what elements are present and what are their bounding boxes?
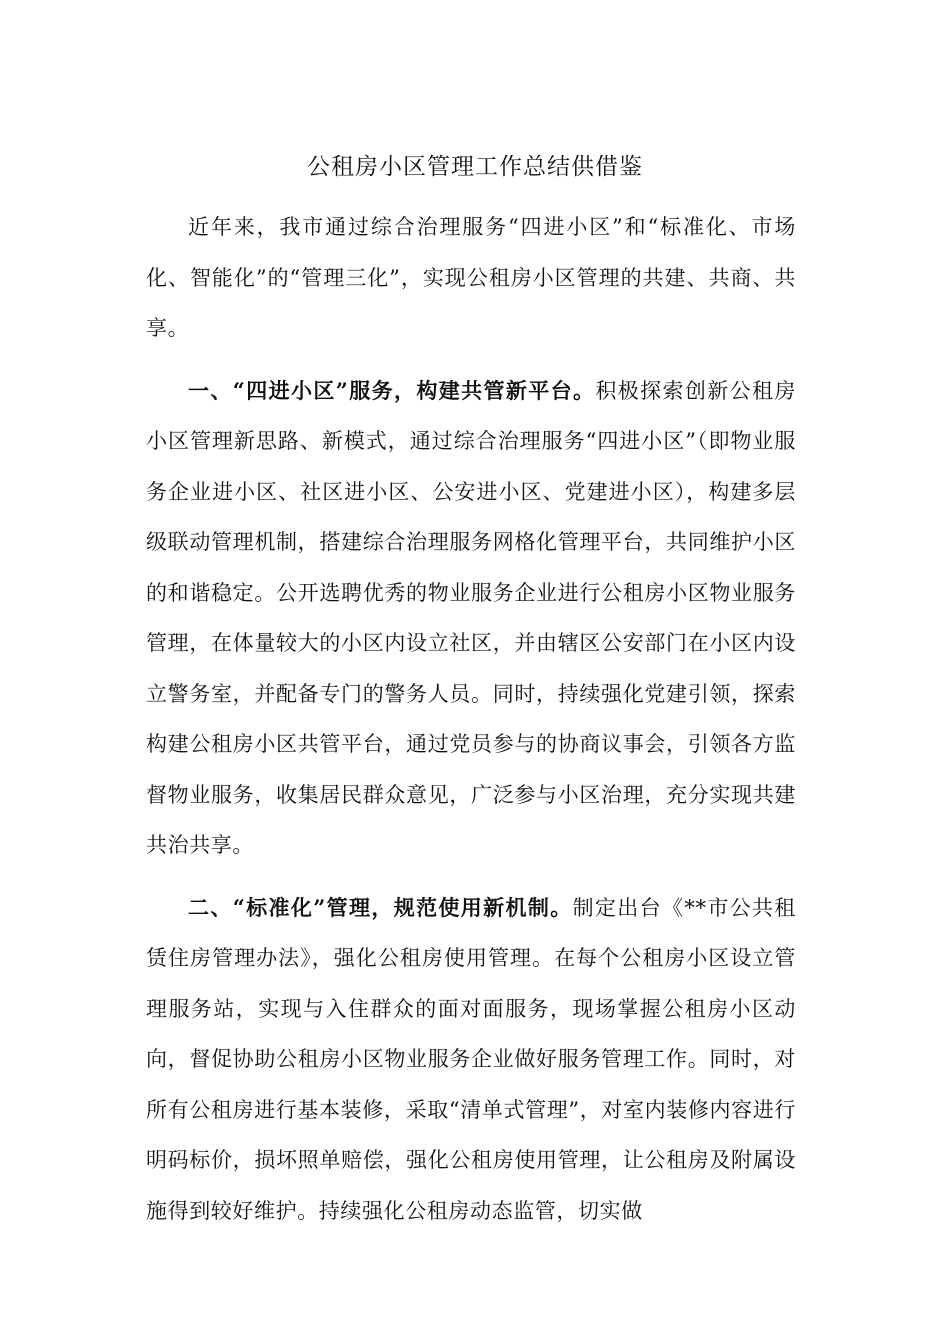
paragraph-lead: 一、“四进小区”服务，构建共管新平台。 — [188, 377, 596, 403]
paragraph-intro — [146, 202, 796, 354]
paragraph-section-1 — [146, 366, 796, 871]
paragraph-text: 积极探索创新公租房小区管理新思路、新模式，通过综合治理服务“四进小区”（即物业服务企业进小区、社区进小区、公安进小区、党建进小区），构建多层级联动管理机制，搭建综合治理服务网格化管理平台，共同维护小区的和谐稳定。公开选聘优秀的物业服务企业进行公租房小区物业服务管理，在体量较大的小区内设立社区，并由辖区公安部门在小区内设立警务室，并配备专门的警务人员。同时，持续强化党建引领，探索构建公租房小区共管平台，通过党员参与的协商议事会，引领各方监督物业服务，收集居民群众意见，广泛参与小区治理，充分实现共建共治共享。 — [146, 378, 796, 857]
paragraph-section-2 — [146, 883, 796, 1237]
paragraph-text: 制定出台《**市公共租赁住房管理办法》，强化公租房使用管理。在每个公租房小区设立管理服务站，实现与入住群众的面对面服务，现场掌握公租房小区动向，督促协助公租房小区物业服务企业做好服务管理工作。同时，对所有公租房进行基本装修，采取“清单式管理”，对室内装修内容进行明码标价，损坏照单赔偿，强化公租房使用管理，让公租房及附属设施得到较好维护。持续强化公租房动态监管，切实做 — [146, 895, 796, 1223]
document-body — [146, 202, 796, 1248]
paragraph-text: 近年来，我市通过综合治理服务“四进小区”和“标准化、市场化、智能化”的“管理三化”，实现公租房小区管理的共建、共商、共享。 — [146, 215, 796, 340]
document-title: 公租房小区管理工作总结供借鉴 — [307, 154, 643, 180]
paragraph-lead: 二、“标准化”管理，规范使用新机制。 — [188, 894, 573, 920]
